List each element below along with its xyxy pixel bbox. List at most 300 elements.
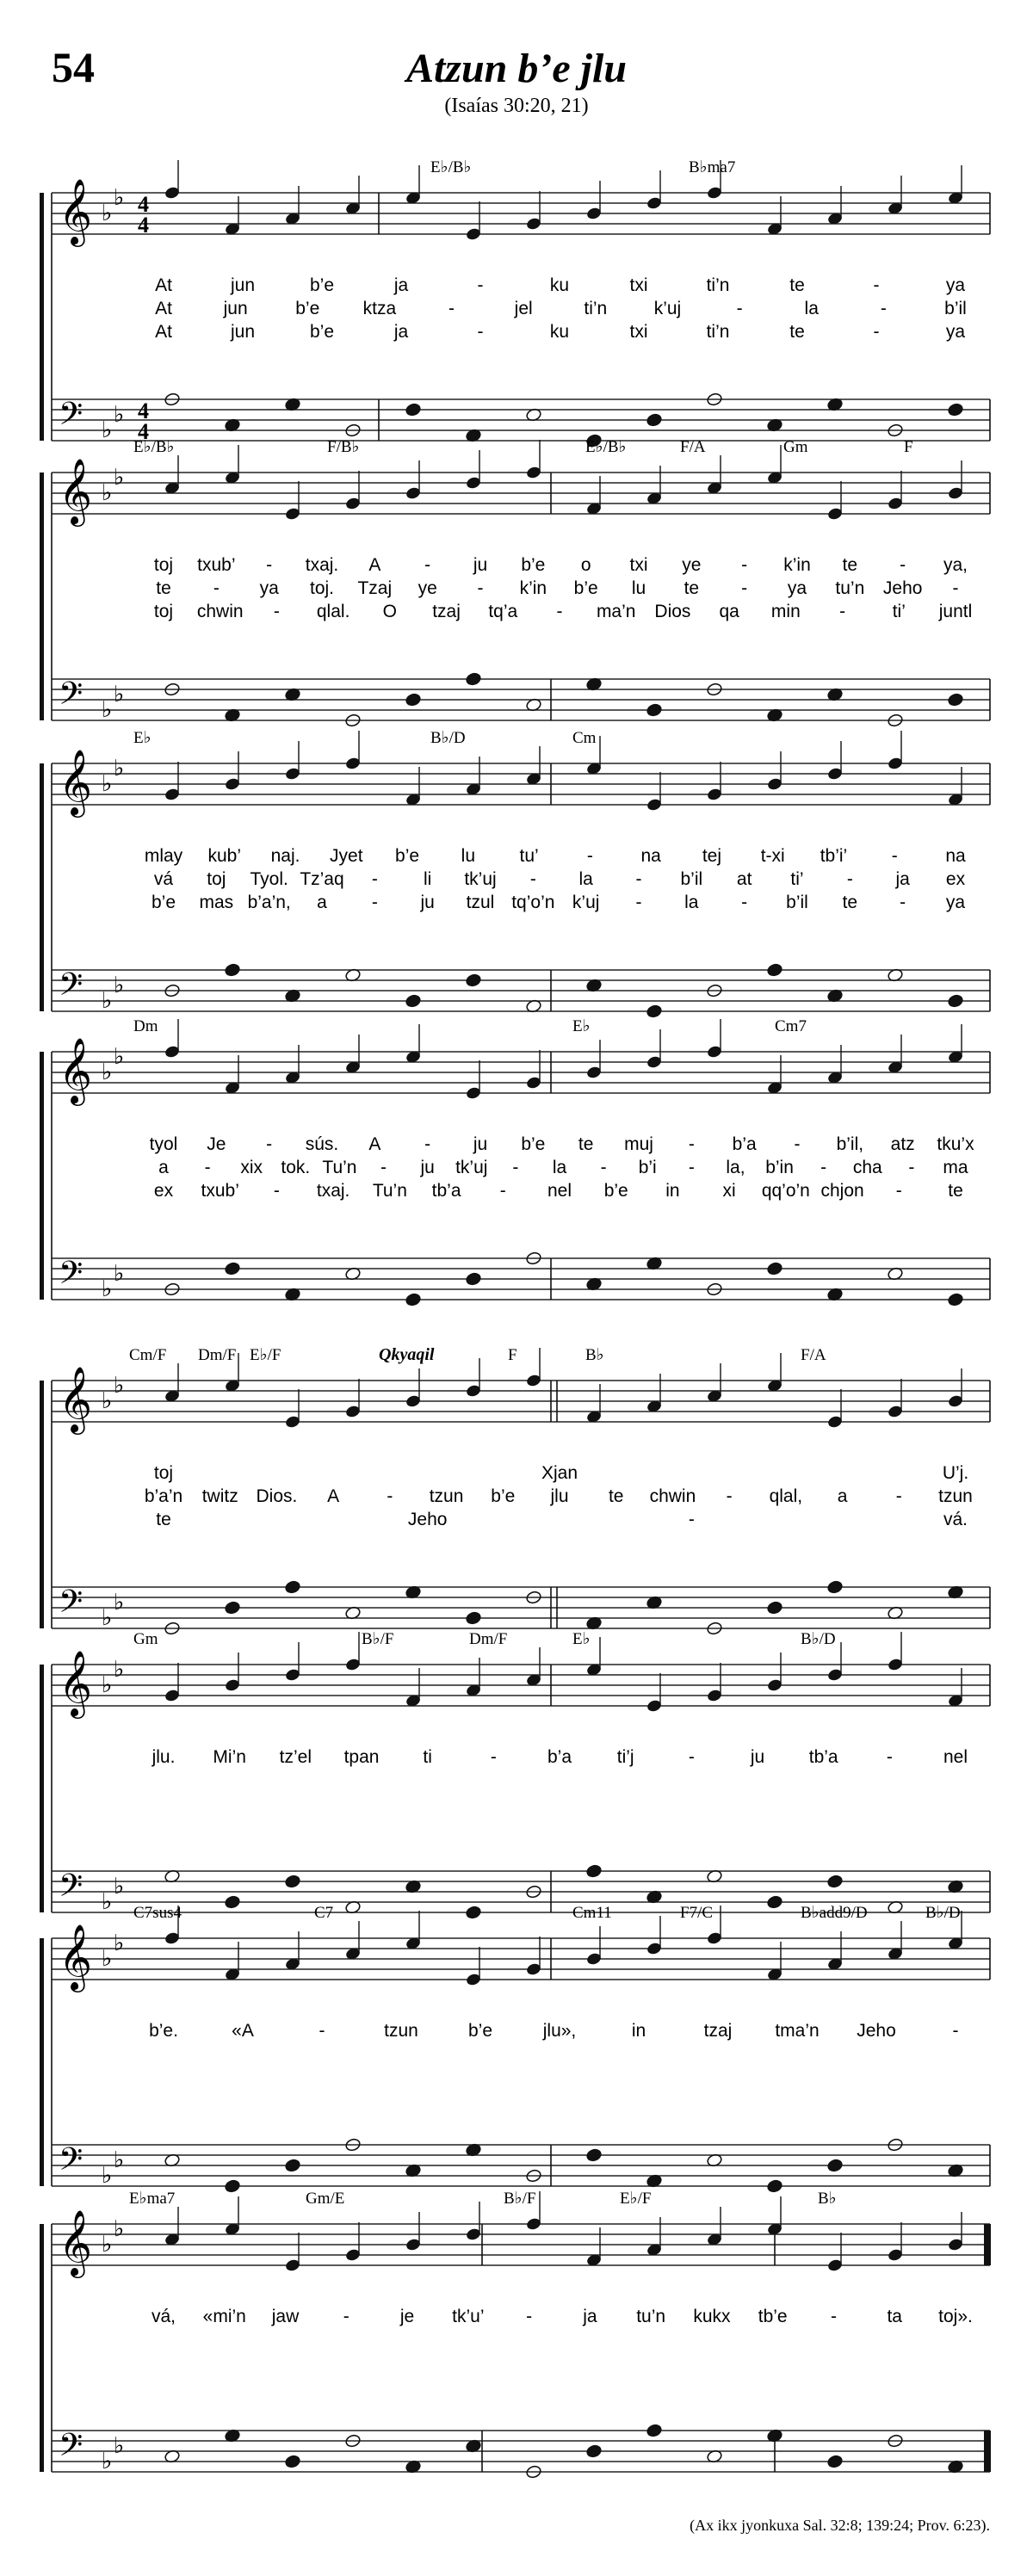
lyric-syllable: tk’uj (455, 1158, 488, 1177)
flat-icon: ♭ (114, 2216, 125, 2242)
lyric-syllable: tq’a (488, 602, 518, 621)
lyric-syllable: tyol (149, 1134, 178, 1154)
note-head (826, 2455, 843, 2469)
lyric-syllable: ju (473, 1134, 488, 1154)
lyric-syllable: a (837, 1486, 848, 1506)
lyric-syllable: tzaj (703, 2021, 733, 2041)
lyric-syllable: b’a (547, 1747, 572, 1767)
chord-symbol: E♭ma7 (129, 2190, 176, 2208)
lyric-syllable: tb’a (808, 1747, 838, 1767)
note-head (465, 1611, 481, 1626)
lyric-syllable: - (820, 1158, 827, 1177)
lyric-syllable: b’e (603, 1181, 628, 1201)
lyric-syllable: ta (887, 2307, 902, 2326)
lyric-syllable: - (586, 846, 593, 866)
lyric-syllable: la (578, 869, 593, 889)
lyric-syllable: twitz (201, 1486, 238, 1506)
lyric-syllable: k’in (783, 555, 811, 575)
flat-icon: ♭ (114, 756, 125, 781)
lyric-syllable: toj». (938, 2307, 973, 2326)
lyric-syllable: - (900, 555, 906, 575)
lyric-syllable: lu (631, 578, 646, 598)
chord-symbol: Cm (572, 729, 597, 747)
note-head (284, 1875, 300, 1889)
note-head (405, 403, 421, 417)
chord-symbol: E♭/B♭ (430, 158, 472, 176)
treble-clef-icon: 𝄞 (59, 1924, 93, 1990)
lyric-syllable: - (839, 602, 846, 621)
lyric-syllable: b’e (395, 846, 420, 866)
system-bracket (40, 1938, 44, 2186)
lyric-syllable: - (273, 602, 280, 621)
chord-symbol: B♭/F (504, 2190, 536, 2208)
lyric-syllable: in (665, 1181, 680, 1201)
flat-icon: ♭ (114, 682, 125, 707)
flat-icon: ♭ (102, 1388, 113, 1414)
note-head (465, 672, 481, 687)
lyric-syllable: - (526, 2307, 533, 2326)
lyric-syllable: b’e (309, 275, 335, 295)
chord-symbol: Gm/E (306, 2190, 345, 2208)
note-head (224, 2179, 240, 2194)
lyric-syllable: At (155, 299, 172, 318)
lyric-syllable: - (477, 275, 484, 295)
note-head (826, 2159, 843, 2173)
flat-icon: ♭ (102, 771, 113, 797)
lyric-syllable: cha (852, 1158, 882, 1177)
chord-symbol: E♭/B♭ (585, 438, 627, 456)
treble-staff (52, 1650, 990, 1719)
lyric-syllable: jun (230, 322, 256, 342)
flat-icon: ♭ (114, 1930, 125, 1956)
treble-clef-icon: 𝄞 (59, 1650, 93, 1716)
lyric-syllable: ti’n (584, 299, 608, 318)
lyric-syllable: - (556, 602, 563, 621)
bass-staff (52, 1584, 990, 1631)
final-barline (984, 2224, 989, 2265)
lyric-syllable: t-xi (760, 846, 785, 866)
lyric-syllable: b’il, (836, 1134, 864, 1154)
lyric-syllable: - (741, 555, 748, 575)
lyric-syllable: sús. (305, 1134, 339, 1154)
flat-icon: ♭ (114, 185, 125, 211)
lyric-syllable: - (635, 893, 642, 912)
lyric-syllable: chwin (649, 1486, 696, 1506)
lyric-syllable: ju (420, 1158, 435, 1177)
system-bracket (40, 1052, 44, 1300)
lyric-syllable: ti’n (706, 322, 730, 342)
lyric-syllable: txub’ (197, 555, 236, 575)
lyric-syllable: na (640, 846, 661, 866)
bass-staff (52, 967, 990, 1014)
bass-staff (52, 2141, 990, 2189)
lyric-syllable: mlay (144, 846, 183, 866)
lyric-syllable: - (273, 1181, 280, 1201)
lyric-syllable: ju (420, 893, 435, 912)
lyric-syllable: - (424, 555, 431, 575)
note-head (947, 403, 963, 417)
flat-icon: ♭ (114, 973, 125, 998)
flat-icon: ♭ (102, 1059, 113, 1085)
lyric-syllable: tu’n (636, 2307, 666, 2326)
flat-icon: ♭ (102, 1946, 113, 1972)
treble-clef-icon: 𝄞 (59, 2209, 93, 2276)
lyric-syllable: - (477, 578, 484, 598)
chord-symbol: Cm7 (775, 1017, 807, 1035)
lyric-syllable: ju (473, 555, 488, 575)
treble-staff (52, 458, 990, 527)
music-systems (40, 158, 990, 2479)
note-head (826, 1580, 843, 1595)
lyric-syllable: - (741, 578, 748, 598)
lyric-syllable: txi (629, 275, 648, 295)
lyric-syllable: ktza (362, 299, 397, 318)
lyric-syllable: - (736, 299, 743, 318)
lyric-syllable: ku (549, 275, 570, 295)
lyric-syllable: - (204, 1158, 211, 1177)
lyric-syllable: txi (629, 555, 648, 575)
chord-symbol: E♭ (572, 1017, 591, 1035)
bass-clef-icon: 𝄢 (59, 676, 84, 720)
lyric-syllable: tzul (466, 893, 495, 912)
chord-symbol: E♭/B♭ (133, 438, 175, 456)
lyric-syllable: - (343, 2307, 349, 2326)
lyric-syllable: la (804, 299, 819, 318)
chord-symbol: C7sus4 (133, 1904, 182, 1922)
note-head (585, 1864, 602, 1879)
lyric-syllable: At (155, 322, 172, 342)
lyric-syllable: Jeho (882, 578, 923, 598)
lyric-syllable: jlu. (152, 1747, 176, 1767)
chord-symbol: F7/C (680, 1904, 714, 1922)
lyric-syllable: tma’n (775, 2021, 820, 2041)
lyric-syllable: te (842, 893, 858, 912)
lyric-syllable: - (371, 893, 378, 912)
lyric-syllable: - (688, 1158, 695, 1177)
lyric-syllable: Tz’aq (300, 869, 344, 889)
lyric-syllable: b’a (732, 1134, 757, 1154)
bass-clef-icon: 𝄢 (59, 967, 84, 1010)
lyric-syllable: ju (750, 1747, 765, 1767)
lyric-syllable: Dios (654, 602, 691, 621)
lyric-syllable: te (156, 1510, 171, 1529)
flat-icon: ♭ (114, 1590, 125, 1615)
lyric-syllable: tb’i’ (820, 846, 848, 866)
note-head (766, 1262, 782, 1276)
lyric-syllable: - (908, 1158, 915, 1177)
flat-icon: ♭ (114, 1261, 125, 1287)
lyric-syllable: - (830, 2307, 837, 2326)
lyric-syllable: - (726, 1486, 733, 1506)
lyric-syllable: ku (549, 322, 570, 342)
bass-clef-icon: 𝄢 (59, 2427, 84, 2471)
treble-clef-icon: 𝄞 (59, 458, 93, 524)
treble-clef-icon: 𝄞 (59, 1037, 93, 1103)
lyric-syllable: tpan (343, 1747, 380, 1767)
lyric-syllable: b’e. (149, 2021, 178, 2041)
lyric-syllable: ma’n (596, 602, 636, 621)
flat-icon: ♭ (102, 417, 113, 443)
lyric-syllable: Tzaj (357, 578, 393, 598)
treble-clef-icon: 𝄞 (59, 1366, 93, 1432)
flat-icon: ♭ (114, 402, 125, 428)
music-system (40, 1345, 990, 1635)
chord-symbol: F/A (680, 438, 706, 456)
lyric-syllable: chjon (820, 1181, 864, 1201)
lyric-syllable: ti’ (790, 869, 804, 889)
lyric-syllable: qlal, (769, 1486, 803, 1506)
chord-symbol: E♭/F (250, 1346, 281, 1364)
lyric-syllable: - (266, 555, 273, 575)
lyric-syllable: b’e (151, 893, 176, 912)
flat-icon: ♭ (102, 697, 113, 723)
note-head (766, 963, 782, 978)
treble-staff (52, 1366, 990, 1435)
note-head (826, 1875, 843, 1889)
lyric-syllable: tq’o’n (511, 893, 555, 912)
chord-symbol: B♭/D (925, 1904, 961, 1922)
lyric-syllable: ti’n (706, 275, 730, 295)
chord-symbol: Cm11 (572, 1904, 612, 1922)
note-head (224, 1601, 240, 1615)
lyric-syllable: - (319, 2021, 325, 2041)
flat-icon: ♭ (114, 1657, 125, 1683)
lyric-syllable: ja (895, 869, 910, 889)
lyric-syllable: lu (461, 846, 476, 866)
lyric-syllable: kub’ (207, 846, 242, 866)
chord-symbol: E♭ (572, 1630, 591, 1648)
music-system (40, 1017, 990, 1307)
lyric-syllable: - (477, 322, 484, 342)
note-head (405, 693, 421, 707)
chord-symbol: Gm (783, 438, 808, 456)
lyric-syllable: tu’n (835, 578, 865, 598)
chord-symbol: Dm (133, 1017, 158, 1035)
lyric-syllable: b’e (521, 555, 546, 575)
lyric-syllable: b’il (944, 299, 967, 318)
lyric-syllable: ex (153, 1181, 174, 1201)
chord-symbol: E♭/F (620, 2190, 652, 2208)
lyric-syllable: toj (207, 869, 226, 889)
lyric-syllable: At (155, 275, 172, 295)
flat-icon: ♭ (102, 1605, 113, 1631)
flat-icon: ♭ (102, 2449, 113, 2474)
flat-icon: ♭ (114, 2147, 125, 2173)
chord-symbol: Cm/F (129, 1346, 167, 1364)
lyric-syllable: naj. (270, 846, 300, 866)
lyric-syllable: tku’x (937, 1134, 974, 1154)
lyric-syllable: U’j. (942, 1463, 969, 1483)
lyric-syllable: toj. (309, 578, 335, 598)
chord-symbol: C7 (314, 1904, 334, 1922)
lyric-syllable: tzun (429, 1486, 464, 1506)
lyric-syllable: - (688, 1134, 695, 1154)
lyric-syllable: la, (726, 1158, 745, 1177)
lyric-syllable: tzun (938, 1486, 973, 1506)
lyric-syllable: tzaj (432, 602, 461, 621)
lyric-syllable: nel (547, 1181, 572, 1201)
lyric-syllable: Dios. (256, 1486, 298, 1506)
song-subtitle: (Isaías 30:20, 21) (444, 95, 589, 117)
lyric-syllable: - (380, 1158, 387, 1177)
time-signature-bottom: 4 (138, 419, 149, 444)
note-head (947, 994, 963, 1009)
lyric-syllable: - (873, 322, 880, 342)
note-head (405, 994, 421, 1009)
flat-icon: ♭ (114, 1044, 125, 1070)
flat-icon: ♭ (102, 1276, 113, 1302)
lyric-syllable: at (736, 869, 752, 889)
lyric-syllable: ya (945, 893, 966, 912)
lyric-syllable: ti’ (892, 602, 906, 621)
note-head (766, 1895, 782, 1910)
note-head (766, 1601, 782, 1615)
lyric-syllable: Mi’n (213, 1747, 246, 1767)
music-system (40, 2190, 990, 2479)
music-system (40, 158, 990, 448)
lyric-syllable: toj (153, 555, 174, 575)
song-number: 54 (52, 43, 95, 91)
final-barline (984, 2431, 989, 2472)
lyric-syllable: ye (682, 555, 702, 575)
music-system (40, 438, 990, 727)
lyric-syllable: chwin (196, 602, 244, 621)
music-system (40, 1904, 990, 2193)
chord-symbol: B♭ma7 (689, 158, 736, 176)
lyric-syllable: - (371, 869, 378, 889)
lyric-syllable: b’a’n, (247, 893, 291, 912)
lyric-syllable: je (399, 2307, 415, 2326)
lyric-syllable: k’in (519, 578, 547, 598)
lyric-syllable: - (886, 1747, 893, 1767)
flat-icon: ♭ (102, 201, 113, 226)
lyric-syllable: toj (153, 1463, 174, 1483)
treble-staff (52, 2209, 990, 2278)
lyric-syllable: - (635, 869, 642, 889)
lyric-syllable: jlu», (542, 2021, 577, 2041)
note-head (465, 1906, 481, 1920)
bass-staff (52, 1255, 990, 1302)
lyric-syllable: te (948, 1181, 963, 1201)
lyric-syllable: tb’e (758, 2307, 788, 2326)
chord-symbol: F (904, 438, 913, 456)
lyric-syllable: Je (207, 1134, 226, 1154)
system-bracket (40, 193, 44, 441)
lyric-syllable: b’i (638, 1158, 657, 1177)
note-head (585, 2444, 602, 2459)
lyric-syllable: vá. (943, 1510, 968, 1529)
note-head (224, 1262, 240, 1276)
lyric-syllable: txaj. (316, 1181, 350, 1201)
note-head (284, 2159, 300, 2173)
bass-staff (52, 2427, 990, 2474)
lyric-syllable: ti’j (616, 1747, 634, 1767)
treble-clef-icon: 𝄞 (59, 178, 93, 244)
flat-icon: ♭ (114, 2433, 125, 2459)
note-head (646, 413, 662, 428)
lyric-syllable: ya (787, 578, 807, 598)
system-bracket (40, 2224, 44, 2472)
treble-staff (52, 1924, 990, 1992)
flat-icon: ♭ (114, 1874, 125, 1900)
lyric-syllable: - (529, 869, 536, 889)
chord-symbol: Gm (133, 1630, 158, 1648)
lyric-syllable: toj (153, 602, 174, 621)
lyric-syllable: qq’o’n (761, 1181, 810, 1201)
lyric-syllable: nel (943, 1747, 968, 1767)
system-bracket (40, 1665, 44, 1912)
lyric-syllable: b’a’n (144, 1486, 183, 1506)
lyric-syllable: tk’u’ (452, 2307, 485, 2326)
lyric-syllable: mas (199, 893, 234, 912)
lyric-syllable: juntl (938, 602, 973, 621)
lyric-syllable: Tyol. (250, 869, 288, 889)
note-head (405, 1293, 421, 1307)
scripture-references: (Ax ikx jyonkuxa Sal. 32:8; 139:24; Prov. 6:23). (690, 2517, 990, 2534)
lyric-syllable: txaj. (305, 555, 339, 575)
lyric-syllable: xix (240, 1158, 263, 1177)
lyric-syllable: jun (223, 299, 248, 318)
chord-symbol: B♭add9/D (801, 1904, 868, 1922)
lyric-syllable: - (688, 1747, 695, 1767)
system-bracket (40, 763, 44, 1011)
lyric-syllable: te (789, 322, 805, 342)
lyric-syllable: tej (702, 846, 722, 866)
lyric-syllable: qa (719, 602, 739, 621)
lyric-syllable: te (156, 578, 171, 598)
lyric-syllable: - (873, 275, 880, 295)
lyric-syllable: A (327, 1486, 340, 1506)
lyric-syllable: kukx (693, 2307, 731, 2326)
lyric-syllable: jun (230, 275, 256, 295)
lyric-syllable: ja (583, 2307, 597, 2326)
lyric-syllable: - (794, 1134, 801, 1154)
lyric-syllable: o (580, 555, 591, 575)
time-signature-bottom: 4 (138, 213, 149, 238)
chord-symbol: B♭/D (801, 1630, 836, 1648)
lyric-syllable: te (608, 1486, 624, 1506)
lyric-syllable: tok. (281, 1158, 311, 1177)
lyric-syllable: - (213, 578, 220, 598)
note-head (947, 693, 963, 707)
note-head (224, 1895, 240, 1910)
chord-symbol: B♭ (818, 2190, 837, 2208)
lyric-syllable: - (891, 846, 898, 866)
lyric-syllable: b’e (467, 2021, 493, 2041)
lyric-syllable: b’in (765, 1158, 794, 1177)
time-signature-top: 4 (138, 192, 149, 217)
note-head (224, 963, 240, 978)
note-head (646, 2424, 662, 2438)
lyric-syllable: ya (945, 322, 966, 342)
lyric-syllable: ex (945, 869, 966, 889)
lyric-syllable: Jeho (407, 1510, 448, 1529)
part-annotation: Qkyaqil (379, 1345, 435, 1364)
lyric-syllable: Xjan (541, 1463, 578, 1483)
lyric-syllable: te (578, 1134, 594, 1154)
lyric-syllable: la (552, 1158, 567, 1177)
note-head (284, 2455, 300, 2469)
lyric-syllable: li (423, 869, 432, 889)
lyric-syllable: A (368, 555, 381, 575)
lyric-syllable: ya (259, 578, 279, 598)
lyric-syllable: ya (945, 275, 966, 295)
note-head (947, 1293, 963, 1307)
lyric-syllable: - (952, 2021, 959, 2041)
lyric-syllable: - (499, 1181, 506, 1201)
treble-staff (52, 178, 990, 247)
bass-clef-icon: 𝄢 (59, 1255, 84, 1299)
